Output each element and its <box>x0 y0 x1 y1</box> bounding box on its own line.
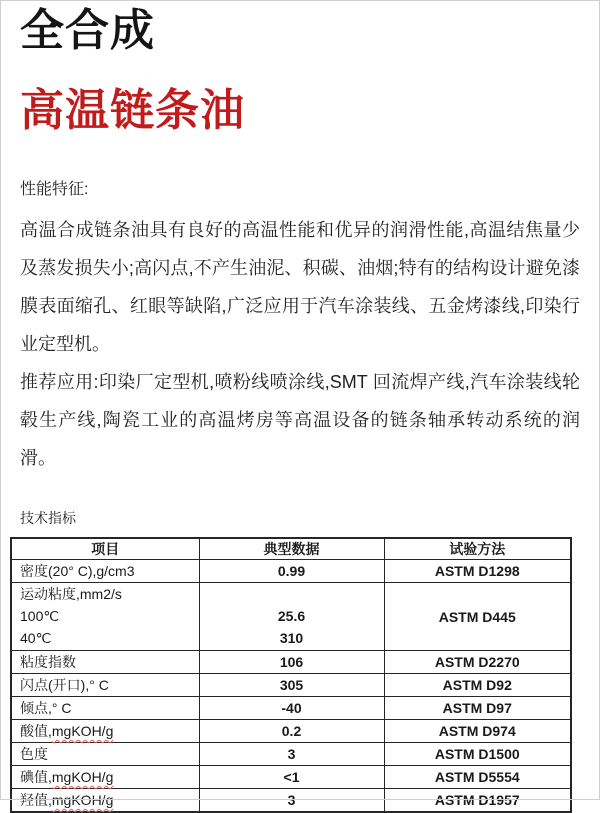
row-test-method: ASTM D92 <box>384 674 571 697</box>
row-item-label: 粘度指数 <box>11 651 199 674</box>
spec-table-caption: 技术指标 <box>20 510 76 526</box>
row-item-label <box>11 766 199 789</box>
column-header-test-method: 试验方法 <box>384 538 571 560</box>
column-header-item: 项目 <box>11 538 199 560</box>
row-item-label: 密度(20° C),g/cm3 <box>11 560 199 583</box>
features-heading: 性能特征: <box>20 181 89 198</box>
viscosity-value-line: 310 <box>279 630 304 646</box>
spec-table <box>10 537 572 813</box>
table-row-acid-value <box>11 720 571 743</box>
features-paragraph: 高温合成链条油具有良好的高温性能和优异的润滑性能,高温结焦量少及蒸发损失小;高闪点,不产生油泥、积碳、油烟;特有的结构设计避免漆膜表面缩孔、红眼等缺陷,广泛应用于汽车涂装线、五金烤漆线,印染行业定型机。 <box>20 220 580 354</box>
row-test-method: ASTM D1500 <box>384 743 571 766</box>
row-test-method: ASTM D1957 <box>384 789 571 812</box>
item-label-text: 酸值, <box>20 723 52 739</box>
table-row-viscosity-index <box>11 651 571 674</box>
viscosity-value-line: 25.6 <box>277 608 306 624</box>
row-value: 0.2 <box>199 720 384 743</box>
table-row-color <box>11 743 571 766</box>
item-label-text: 碘值, <box>20 769 52 785</box>
viscosity-label-line: 40℃ <box>20 630 52 646</box>
row-test-method: ASTM D97 <box>384 697 571 720</box>
viscosity-label-line: 运动粘度,mm2/s <box>20 586 122 602</box>
table-row-iodine-value <box>11 766 571 789</box>
viscosity-value-line <box>200 583 384 605</box>
row-item-label <box>11 789 199 812</box>
row-test-method: ASTM D5554 <box>384 766 571 789</box>
table-row-density <box>11 560 571 583</box>
row-value <box>199 583 384 651</box>
viscosity-label-line: 100℃ <box>20 608 60 624</box>
row-test-method: ASTM D2270 <box>384 651 571 674</box>
item-label-spellcheck-text: mgKOH/g <box>51 769 114 785</box>
row-item-label <box>11 583 199 651</box>
row-item-label: 闪点(开口),° C <box>11 674 199 697</box>
row-value: 106 <box>199 651 384 674</box>
row-item-label: 色度 <box>11 743 199 766</box>
table-row-pour-point <box>11 697 571 720</box>
table-row-hydroxyl-value <box>11 789 571 812</box>
row-value: 3 <box>199 743 384 766</box>
row-item-label <box>11 720 199 743</box>
product-name-title: 高温链条油 <box>20 86 245 135</box>
row-value: 305 <box>199 674 384 697</box>
row-test-method: ASTM D1298 <box>384 560 571 583</box>
product-category-title: 全合成 <box>20 6 155 55</box>
table-row-kinematic-viscosity <box>11 583 571 651</box>
item-label-text: 羟值, <box>20 791 52 808</box>
row-test-method: ASTM D445 <box>384 583 571 651</box>
row-item-label: 倾点,° C <box>11 697 199 720</box>
row-value: <1 <box>199 766 384 789</box>
table-row-flash-point <box>11 674 571 697</box>
row-value: -40 <box>199 697 384 720</box>
applications-paragraph: 推荐应用:印染厂定型机,喷粉线喷涂线,SMT 回流焊产线,汽车涂装线轮毂生产线,陶瓷工业的高温烤房等高温设备的链条轴承转动系统的润滑。 <box>20 372 580 468</box>
item-label-spellcheck-text: mgKOH/g <box>51 791 114 808</box>
row-value: 0.99 <box>199 560 384 583</box>
row-test-method: ASTM D974 <box>384 720 571 743</box>
item-label-spellcheck-text: mgKOH/g <box>51 723 114 739</box>
spec-table-header-row <box>11 538 571 560</box>
column-header-typical-data: 典型数据 <box>199 538 384 560</box>
row-value: 3 <box>199 789 384 812</box>
